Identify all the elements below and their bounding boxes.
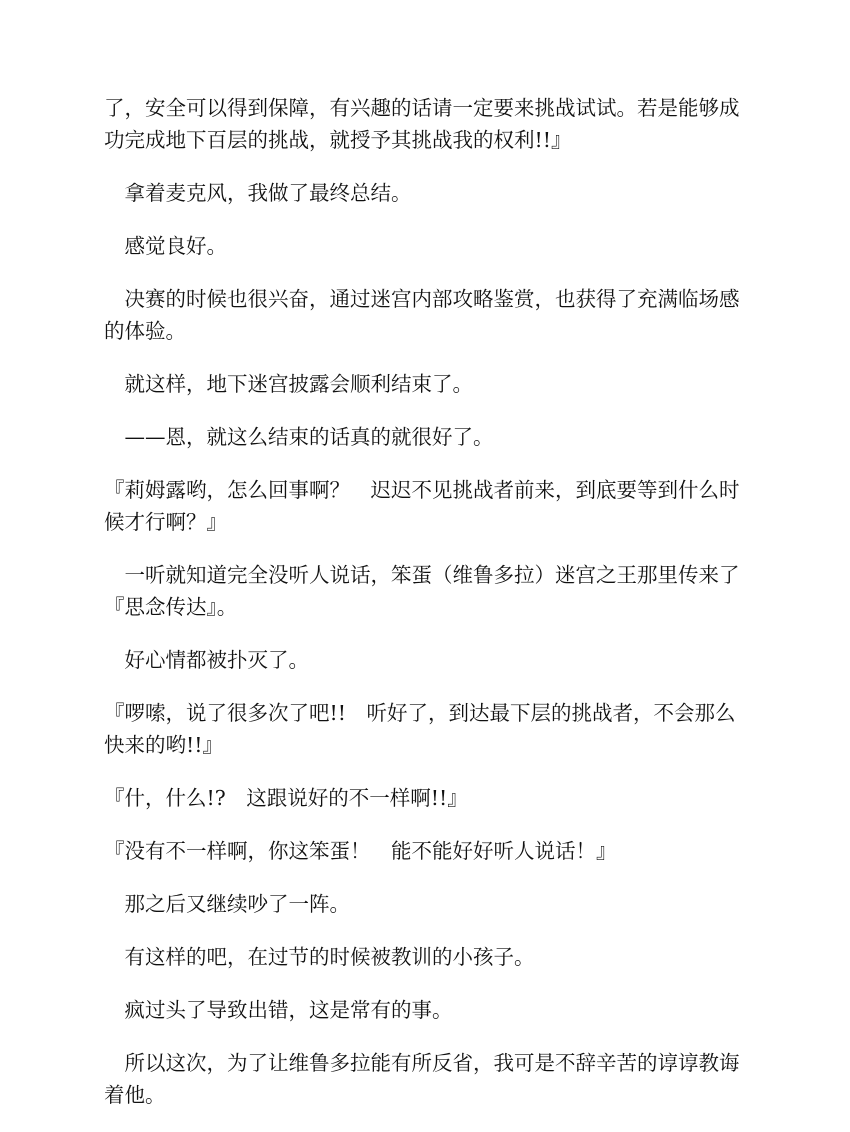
paragraph-11: 『什，什么!? 这跟说好的不一样啊!!』 [104,786,468,810]
paragraph-6: ——恩，就这么结束的话真的就很好了。 [104,425,494,449]
paragraph-12: 『没有不一样啊，你这笨蛋！ 能不能好好听人说话！』 [104,839,617,863]
paragraph-2: 拿着麦克风，我做了最终总结。 [104,181,412,205]
paragraph-9: 好心情都被扑灭了。 [104,648,309,672]
paragraph-3: 感觉良好。 [104,234,227,258]
paragraph-7: 『莉姆露哟，怎么回事啊？ 迟迟不见挑战者前来，到底要等到什么时候才行啊？』 [104,478,740,534]
paragraph-15: 疯过头了导致出错，这是常有的事。 [104,998,453,1022]
paragraph-8: 一听就知道完全没听人说话，笨蛋（维鲁多拉）迷宫之王那里传来了『思念传达』。 [104,563,740,619]
paragraph-1: 了，安全可以得到保障，有兴趣的话请一定要来挑战试试。若是能够成功完成地下百层的挑战，就授予其挑战我的权利!!』 [104,96,740,152]
paragraph-13: 那之后又继续吵了一阵。 [104,892,350,916]
paragraph-4: 决赛的时候也很兴奋，通过迷宫内部攻略鉴赏，也获得了充满临场感的体验。 [104,287,740,343]
document-page [104,92,754,1132]
paragraph-14: 有这样的吧，在过节的时候被教训的小孩子。 [104,945,535,969]
paragraph-16: 所以这次，为了让维鲁多拉能有所反省，我可是不辞辛苦的谆谆教诲着他。 [104,1051,740,1107]
paragraph-5: 就这样，地下迷宫披露会顺利结束了。 [104,372,473,396]
paragraph-10: 『啰嗦，说了很多次了吧!! 听好了，到达最下层的挑战者，不会那么快来的哟!!』 [104,701,736,757]
